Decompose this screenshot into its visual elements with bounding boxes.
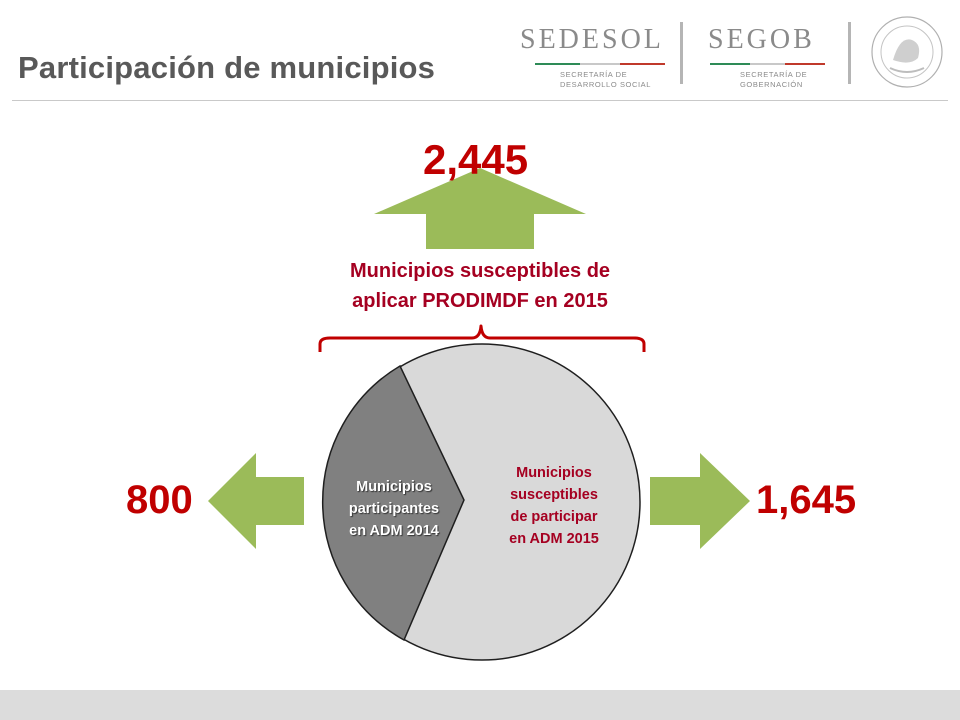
left-value: 800 [126,478,193,522]
right-arrow-icon [650,453,750,549]
susceptible-label-line1: Municipios [516,465,592,481]
susceptible-label [478,462,630,550]
participants-label [328,476,460,542]
segob-sub1: SECRETARÍA DE [740,70,808,79]
susceptible-label-line4: en ADM 2015 [509,531,599,547]
susceptible-label-line3: de participar [510,509,598,525]
participants-label-line3: en ADM 2014 [349,523,439,539]
participants-label-line2: participantes [348,501,440,517]
segob-sub2: GOBERNACIÓN [740,80,803,89]
susceptible-label-line2: susceptibles [510,487,598,503]
segob-logo: SEGOB [708,24,815,55]
page-title: Participación de municipios [18,50,436,85]
caption-line1: Municipios susceptibles de [349,260,611,282]
participants-label-line1: Municipios [356,479,432,495]
footer-band [0,690,960,720]
right-value: 1,645 [756,478,857,522]
caption-line2: aplicar PRODIMDF en 2015 [352,290,608,312]
sedesol-sub1: SECRETARÍA DE [560,70,628,79]
total-value: 2,445 [423,136,529,183]
left-arrow-icon [208,453,304,549]
sedesol-sub2: DESARROLLO SOCIAL [560,80,652,89]
caption [280,256,680,316]
sedesol-logo: SEDESOL [520,24,664,55]
